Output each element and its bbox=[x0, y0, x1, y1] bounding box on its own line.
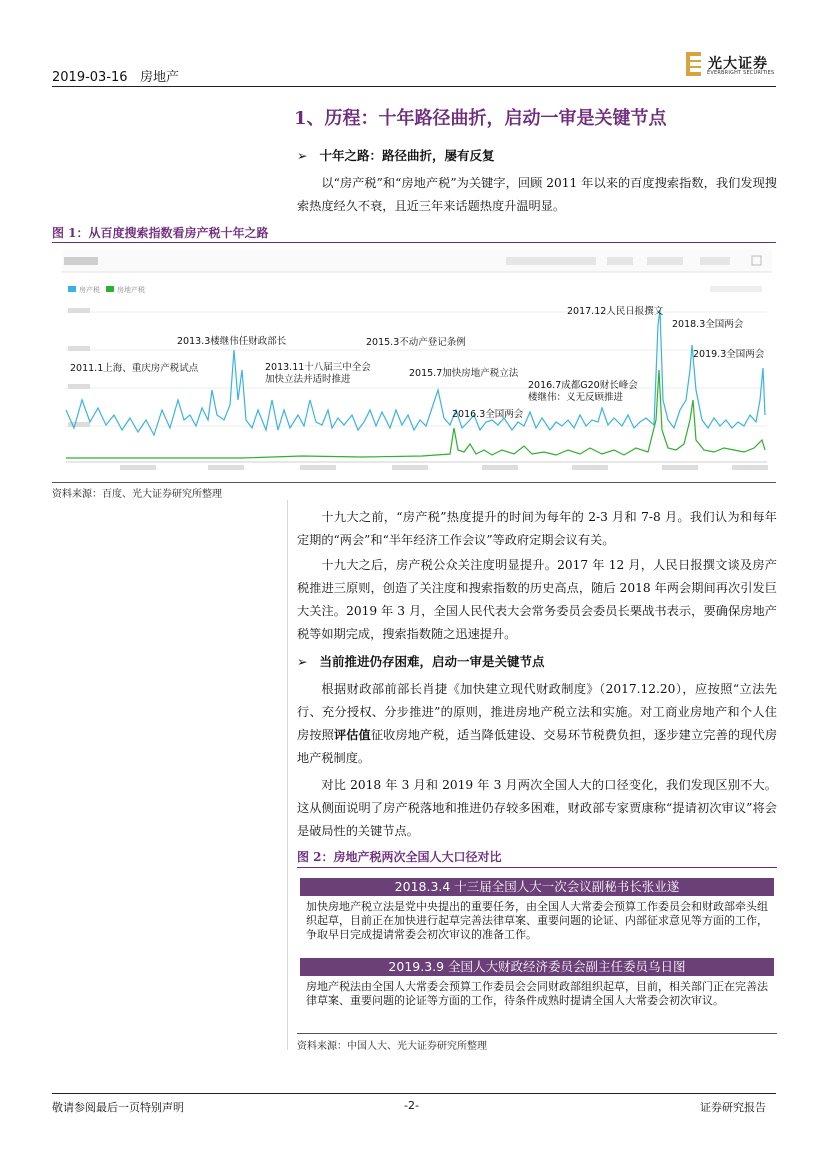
column-divider bbox=[287, 500, 288, 1050]
chart-x-ticks bbox=[120, 465, 768, 470]
paragraph-2-text: 十九大之前，“房产税”热度提升的时间为每年的 2-3 月和 7-8 月。我们认为和每年定期的“两会”和“半年经济工作会议”等政府定期会议有关。 bbox=[297, 510, 777, 547]
logo-text-en: EVERBRIGHT SECURITIES bbox=[707, 70, 775, 76]
paragraph-4-part-c: 征收房地产税，适当降低建设、交易环节税费负担，逐步建立完善的现代房地产税制度。 bbox=[297, 728, 778, 765]
figure-2-bottom-rule bbox=[297, 1033, 777, 1034]
paragraph-4-part-a: 根据财政部前部长肖捷《加快建立现代财政制度》（2017.12.20），应按照“立法先行、充分授权、分步推进”的原则，推进房地产税立法和实施。对工商业房地产和个人住房按照 bbox=[297, 682, 777, 742]
footer-report-type: 证券研究报告 bbox=[700, 1101, 766, 1114]
figure-1-chart bbox=[62, 250, 772, 475]
annotation-2015-7: 2015.7加快房地产税立法 bbox=[409, 368, 519, 379]
subheading-2 bbox=[297, 652, 545, 670]
figure-2-source: 资料来源：中国人大、光大证券研究所整理 bbox=[297, 1041, 487, 1052]
annotation-2017-12: 2017.12人民日报撰文 bbox=[567, 306, 664, 317]
annotation-2019-3: 2019.3全国两会 bbox=[693, 349, 765, 360]
footer-page-number: -2- bbox=[404, 1099, 419, 1112]
comparison-body-2018: 加快房地产税立法是党中央提出的重要任务，由全国人大常委会预算工作委员会和财政部牵头组织起草，目前正在加快进行起草完善法律草案、重要问题的论证、内部征求意见等方面的工作，争取早日完成提请常委会初次审议的准备工作。 bbox=[306, 900, 768, 941]
annotation-2016-7-line2: 楼继伟：义无反顾推进 bbox=[528, 392, 624, 403]
footer-divider bbox=[52, 1093, 776, 1094]
logo-text-cn: 光大证券 bbox=[708, 56, 768, 72]
paragraph-4-text bbox=[297, 678, 777, 770]
header-date: 2019-03-16 bbox=[52, 70, 128, 85]
series-line-fangdichanshui bbox=[66, 370, 765, 458]
comparison-box-2018 bbox=[300, 878, 774, 946]
paragraph-5 bbox=[297, 774, 777, 843]
comparison-box-2019 bbox=[300, 958, 774, 1012]
subheading-1-text: 十年之路：路径曲折，屡有反复 bbox=[319, 148, 495, 163]
legend-swatch-fangdichanshui bbox=[106, 286, 114, 292]
paragraph-3-text: 十九大之后，房产税公众关注度明显提升。2017 年 12 月，人民日报撰文谈及房产税推进三原则，创造了关注度和搜索指数的历史高点，随后 2018 年两会期间再次引发巨大关注。2019 年 3 月，全国人民代表大会常务委员会委员长栗战书表示，要确保房地产税等如期完成，搜索指数随之迅速提升。 bbox=[297, 558, 777, 641]
header-date-sector bbox=[52, 66, 179, 85]
paragraph-5-text: 对比 2018 年 3 月和 2019 年 3 月两次全国人大的口径变化，我们发现区别不大。这从侧面说明了房产税落地和推进仍存较多困难，财政部专家贾康称“提请初次审议”将会是破局性的关键节点。 bbox=[297, 778, 777, 838]
annotation-2013-3: 2013.3楼继伟任财政部长 bbox=[177, 336, 287, 347]
paragraph-3 bbox=[297, 554, 777, 646]
figure-1-top-rule bbox=[52, 242, 776, 243]
header-divider bbox=[52, 86, 776, 87]
annotation-2013-11-line1: 2013.11十八届三中全会 bbox=[265, 362, 371, 373]
legend-label-fangdichanshui: 房地产税 bbox=[117, 286, 145, 294]
logo-mark-icon bbox=[686, 52, 701, 76]
annotation-2011-1: 2011.1上海、重庆房产税试点 bbox=[70, 363, 199, 374]
comparison-head-2018: 2018.3.4 十三届全国人大一次会议副秘书长张业遂 bbox=[300, 878, 774, 896]
legend-label-fangchanshui: 房产税 bbox=[79, 286, 100, 294]
chart-legend bbox=[68, 285, 762, 294]
annotation-2016-7-line1: 2016.7成都G20财长峰会 bbox=[528, 380, 638, 391]
subheading-1 bbox=[297, 146, 495, 164]
arrow-bullet-icon: ➢ bbox=[297, 148, 308, 163]
legend-swatch-fangchanshui bbox=[68, 286, 76, 292]
annotation-2016-3: 2016.3全国两会 bbox=[452, 409, 524, 420]
paragraph-4 bbox=[297, 678, 777, 770]
paragraph-2 bbox=[297, 506, 777, 552]
annotation-2013-11-line2: 加快立法并适时推进 bbox=[265, 374, 351, 385]
figure-1-source: 资料来源：百度、光大证券研究所整理 bbox=[52, 489, 222, 500]
header-sector: 房地产 bbox=[139, 70, 179, 85]
arrow-bullet-icon: ➢ bbox=[297, 654, 308, 669]
annotation-2018-3: 2018.3全国两会 bbox=[672, 319, 744, 330]
paragraph-1-text: 以“房产税”和“房地产税”为关键字，回顾 2011 年以来的百度搜索指数，我们发现搜索热度经久不衰，且近三年来话题热度升温明显。 bbox=[297, 176, 777, 213]
footer-disclaimer: 敬请参阅最后一页特别声明 bbox=[52, 1101, 184, 1114]
paragraph-1 bbox=[297, 172, 777, 218]
figure-2-top-rule bbox=[297, 867, 777, 868]
paragraph-4-emphasis: 评估值 bbox=[333, 728, 371, 742]
subheading-2-text: 当前推进仍存困难，启动一审是关键节点 bbox=[319, 654, 545, 669]
chart-toolbar bbox=[62, 250, 772, 272]
figure-2-title: 图 2：房地产税两次全国人大口径对比 bbox=[297, 850, 502, 864]
comparison-body-2019: 房地产税法由全国人大常委会预算工作委员会会同财政部组织起草，目前，相关部门正在完善法律草案、重要问题的论证等方面的工作，待条件成熟时提请全国人大常委会初次审议。 bbox=[306, 980, 768, 1007]
search-index-chart bbox=[62, 250, 772, 475]
comparison-head-2019: 2019.3.9 全国人大财政经济委员会副主任委员乌日图 bbox=[300, 958, 774, 976]
figure-1-title: 图 1：从百度搜索指数看房产税十年之路 bbox=[52, 226, 269, 240]
figure-1-bottom-rule bbox=[52, 482, 776, 483]
section-title: 1、历程：十年路径曲折，启动一审是关键节点 bbox=[294, 108, 667, 129]
company-logo bbox=[686, 52, 781, 80]
annotation-2015-3: 2015.3不动产登记条例 bbox=[366, 337, 466, 348]
